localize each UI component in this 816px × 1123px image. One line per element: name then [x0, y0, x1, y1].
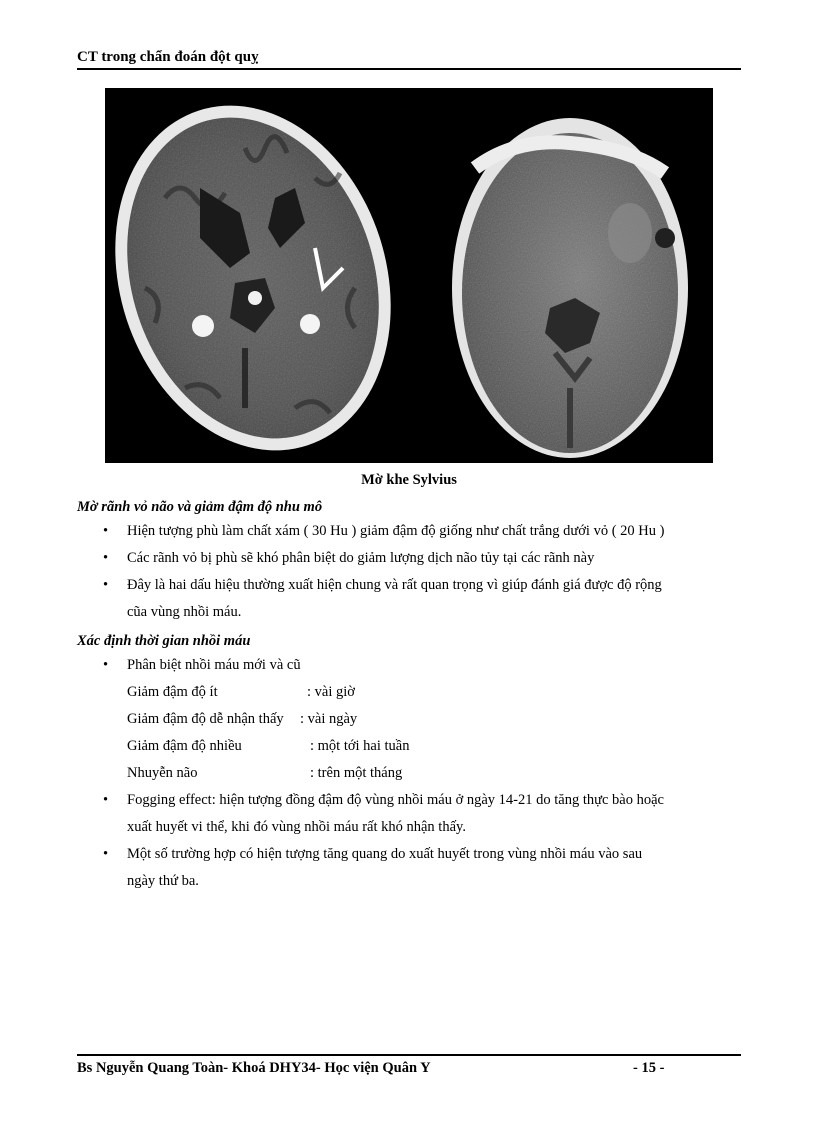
bullet-text: cũa vùng nhồi máu. [127, 604, 242, 620]
section1-bullet-list [77, 518, 741, 626]
bullet-text: Phân biệt nhồi máu mới và cũ [127, 657, 301, 673]
timing-row [77, 760, 741, 787]
list-item [77, 841, 741, 868]
ct-scan-right [452, 118, 688, 458]
bullet-text: Các rãnh vỏ bị phù sẽ khó phân biệt do giảm lượng dịch não tủy tại các rãnh này [127, 550, 595, 566]
bullet-icon: • [103, 577, 109, 593]
footer-author: Bs Nguyễn Quang Toàn- Khoá DHY34- Học viện Quân Y [77, 1060, 431, 1076]
timing-term: Giảm đậm độ dễ nhận thấy [127, 711, 284, 727]
bullet-text: Fogging effect: hiện tượng đồng đậm độ vùng nhồi máu ở ngày 14-21 do tăng thực bào hoặc [127, 792, 664, 808]
bullet-text: xuất huyết vi thể, khi đó vùng nhồi máu rất khó nhận thấy. [127, 819, 466, 835]
list-item-continuation [77, 868, 741, 895]
page-header-title: CT trong chẩn đoán đột quỵ [77, 49, 259, 65]
list-item [77, 652, 741, 679]
timing-value: : vài ngày [300, 711, 358, 727]
page-number: - 15 - [633, 1060, 665, 1076]
section-heading-timing: Xác định thời gian nhồi máu [77, 633, 251, 649]
timing-row [77, 733, 741, 760]
list-item [77, 545, 741, 572]
timing-term: Giảm đậm độ ít [127, 684, 218, 700]
timing-row [77, 679, 741, 706]
timing-term: Giảm đậm độ nhiều [127, 738, 242, 754]
bullet-icon: • [103, 550, 109, 566]
timing-term: Nhuyễn não [127, 765, 198, 781]
list-item-continuation [77, 814, 741, 841]
bullet-text: ngày thứ ba. [127, 873, 199, 889]
section2-bullet-list [77, 652, 741, 895]
figure-caption: Mờ khe Sylvius [361, 472, 457, 488]
list-item-continuation [77, 599, 741, 626]
timing-value: : một tới hai tuần [310, 738, 410, 754]
bullet-icon: • [103, 792, 109, 808]
timing-value: : vài giờ [307, 684, 355, 700]
bullet-text: Một số trường hợp có hiện tượng tăng quang do xuất huyết trong vùng nhồi máu vào sau [127, 846, 643, 862]
ct-scan-images [105, 88, 713, 463]
bullet-text: Đây là hai dấu hiệu thường xuất hiện chung và rất quan trọng vì giúp đánh giá được độ rộng [127, 577, 662, 593]
ct-scan-figure [105, 88, 713, 463]
list-item [77, 787, 741, 814]
ct-scan-left [105, 88, 434, 463]
timing-value: : trên một tháng [310, 765, 403, 781]
header-divider [77, 68, 741, 70]
timing-row [77, 706, 741, 733]
bullet-icon: • [103, 846, 109, 862]
list-item [77, 572, 741, 599]
bullet-text: Hiện tượng phù làm chất xám ( 30 Hu ) giảm đậm độ giống như chất trắng dưới vỏ ( 20 Hu ) [127, 523, 665, 539]
footer-divider [77, 1054, 741, 1056]
bullet-icon: • [103, 657, 109, 673]
section-heading-cortical: Mờ rãnh vỏ não và giảm đậm độ nhu mô [77, 499, 323, 515]
list-item [77, 518, 741, 545]
bullet-icon: • [103, 523, 109, 539]
